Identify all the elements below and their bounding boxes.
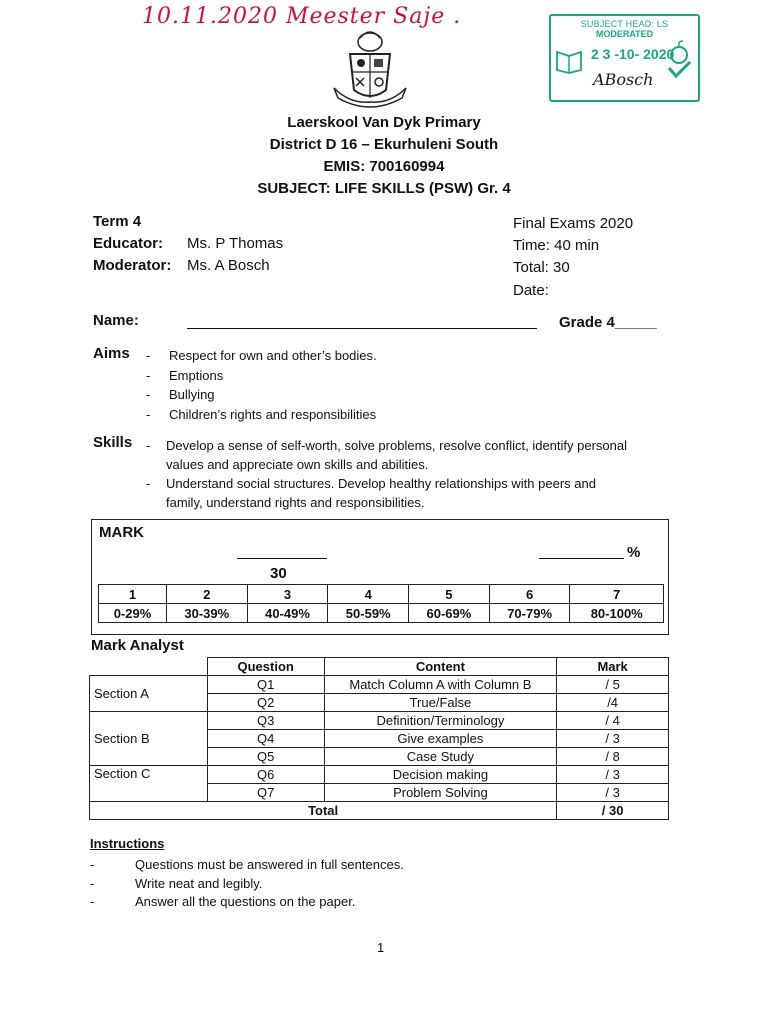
content-cell: Definition/Terminology — [324, 712, 557, 730]
level-cell: 6 — [489, 585, 570, 604]
range-cell: 30-39% — [166, 604, 247, 623]
list-item-cont: values and appreciate own skills and abilities. — [166, 457, 429, 472]
name-label: Name: — [93, 312, 139, 329]
aims-list — [146, 346, 377, 424]
level-cell: 1 — [99, 585, 167, 604]
list-item: - Answer all the questions on the paper. — [90, 894, 356, 909]
list-item: - Bullying — [146, 387, 215, 402]
mark-cell: / 3 — [557, 766, 669, 784]
mark-analyst-table — [89, 657, 669, 820]
mark-cell: / 3 — [557, 784, 669, 802]
blank-cell — [90, 658, 208, 676]
content-cell: Decision making — [324, 766, 557, 784]
subject: SUBJECT: LIFE SKILLS (PSW) Gr. 4 — [257, 180, 511, 197]
page-number: 1 — [377, 940, 385, 955]
table-row — [90, 766, 669, 784]
stamp-date: 2 3 -10- 2020 — [591, 46, 675, 62]
table-header-row — [90, 658, 669, 676]
grade-field: Grade 4_____ — [559, 314, 657, 331]
stamp-line1: SUBJECT HEAD: LS — [580, 19, 669, 29]
apple-check-icon — [666, 40, 692, 80]
moderator-label: Moderator: — [93, 257, 172, 274]
range-cell: 0-29% — [99, 604, 167, 623]
list-item: - Understand social structures. Develop healthy relationships with peers and — [146, 476, 596, 491]
moderation-stamp — [549, 14, 700, 102]
stamp-signature: ABosch — [593, 70, 654, 89]
instructions-title: Instructions — [90, 836, 165, 851]
level-cell: 7 — [570, 585, 664, 604]
mark-cell: / 3 — [557, 730, 669, 748]
question-cell: Q4 — [207, 730, 324, 748]
level-cell: 4 — [328, 585, 409, 604]
stamp-line2: MODERATED — [595, 29, 654, 39]
name-line[interactable] — [187, 328, 537, 329]
mark-denominator: 30 — [270, 565, 287, 582]
educator-label: Educator: — [93, 235, 164, 252]
content-cell: True/False — [324, 694, 557, 712]
total-label: Total — [90, 802, 557, 820]
level-cell: 2 — [166, 585, 247, 604]
district: District D 16 – Ekurhuleni South — [269, 136, 499, 153]
mark-cell: / 8 — [557, 748, 669, 766]
skills-label: Skills — [93, 434, 133, 451]
range-cell: 80-100% — [570, 604, 664, 623]
range-cell: 40-49% — [247, 604, 328, 623]
school-crest-icon — [330, 28, 410, 110]
grade-level-table — [98, 584, 664, 623]
content-cell: Match Column A with Column B — [324, 676, 557, 694]
exam-date: Date: — [513, 282, 549, 299]
range-cell: 70-79% — [489, 604, 570, 623]
book-icon — [555, 46, 583, 74]
section-cell: Section A — [90, 676, 208, 712]
mark-label: MARK — [99, 524, 144, 541]
exam-time: Time: 40 min — [513, 237, 600, 254]
handwritten-note: 10.11.2020 Meester Saje . — [142, 4, 462, 29]
section-cell: Section B — [90, 712, 208, 766]
header-mark: Mark — [557, 658, 669, 676]
content-cell: Case Study — [324, 748, 557, 766]
emis: EMIS: 700160994 — [323, 158, 445, 175]
question-cell: Q5 — [207, 748, 324, 766]
mark-cell: / 4 — [557, 712, 669, 730]
question-cell: Q2 — [207, 694, 324, 712]
skills-list — [146, 436, 627, 512]
table-row — [99, 585, 664, 604]
question-cell: Q6 — [207, 766, 324, 784]
exam-title: Final Exams 2020 — [513, 215, 634, 232]
header-content: Content — [324, 658, 557, 676]
mark-box — [91, 519, 669, 635]
list-item: - Questions must be answered in full sentences. — [90, 857, 404, 872]
school-name: Laerskool Van Dyk Primary — [287, 114, 481, 131]
aims-label: Aims — [93, 345, 130, 362]
list-item: - Respect for own and other’s bodies. — [146, 348, 377, 363]
table-row — [90, 712, 669, 730]
term: Term 4 — [93, 213, 142, 230]
table-row — [99, 604, 664, 623]
level-cell: 3 — [247, 585, 328, 604]
total-value: / 30 — [557, 802, 669, 820]
score-line[interactable] — [237, 558, 327, 559]
list-item-cont: family, understand rights and responsibilities. — [166, 495, 425, 510]
moderator-name: Ms. A Bosch — [187, 257, 270, 274]
list-item: - Emptions — [146, 367, 224, 383]
percent-sign: % — [627, 544, 641, 561]
list-item: - Children’s rights and responsibilities — [146, 406, 377, 422]
question-cell: Q1 — [207, 676, 324, 694]
question-cell: Q7 — [207, 784, 324, 802]
mark-analyst-title: Mark Analyst — [91, 637, 184, 654]
table-row — [90, 676, 669, 694]
section-cell: Section C — [90, 766, 208, 802]
percent-line[interactable] — [539, 558, 624, 559]
content-cell: Problem Solving — [324, 784, 557, 802]
range-cell: 60-69% — [409, 604, 490, 623]
list-item: - Develop a sense of self-worth, solve problems, resolve conflict, identify personal — [146, 438, 627, 453]
instructions-list — [90, 856, 404, 912]
question-cell: Q3 — [207, 712, 324, 730]
exam-total: Total: 30 — [513, 259, 570, 276]
level-cell: 5 — [409, 585, 490, 604]
mark-cell: / 5 — [557, 676, 669, 694]
table-total-row — [90, 802, 669, 820]
educator-name: Ms. P Thomas — [187, 235, 284, 252]
list-item: - Write neat and legibly. — [90, 875, 263, 891]
content-cell: Give examples — [324, 730, 557, 748]
header-question: Question — [207, 658, 324, 676]
range-cell: 50-59% — [328, 604, 409, 623]
mark-cell: /4 — [557, 694, 669, 712]
